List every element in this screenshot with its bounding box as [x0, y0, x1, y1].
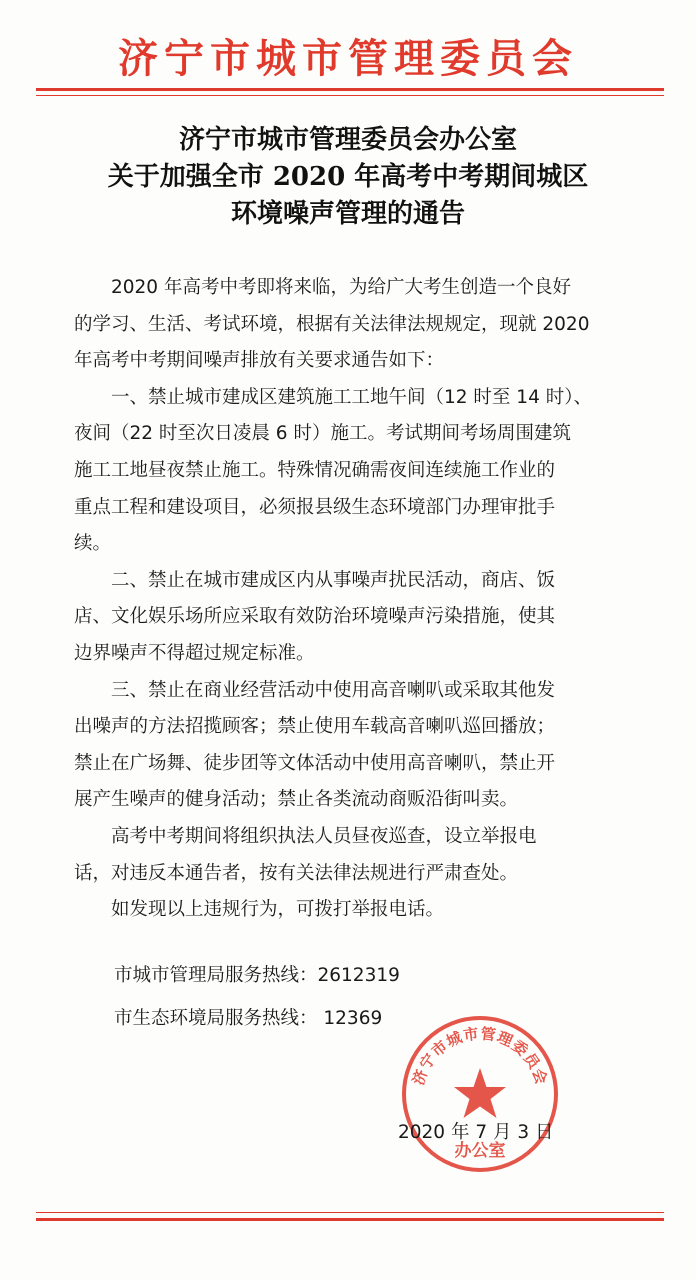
body-line: 三、禁止在商业经营活动中使用高音喇叭或采取其他发	[111, 679, 556, 701]
official-seal-stamp	[398, 1012, 562, 1176]
body-line: 一、禁止城市建成区建筑施工工地午间（12 时至 14 时）、	[111, 386, 592, 408]
body-line: 如发现以上违规行为，可拨打举报电话。	[111, 899, 445, 921]
issue-date: 2020 年 7 月 3 日	[398, 1122, 554, 1143]
body-line: 二、禁止在城市建成区内从事噪声扰民活动，商店、饭	[111, 569, 556, 591]
letterhead: 济宁市城市管理委员会	[118, 35, 578, 82]
body-line: 年高考中考期间噪声排放有关要求通告如下：	[74, 350, 445, 372]
seal-ring-text: 济宁市城市管理委员会	[409, 1024, 551, 1088]
seal-bottom-text: 办公室	[454, 1141, 506, 1161]
body-line: 重点工程和建设项目，必须报县级生态环境部门办理审批手	[74, 496, 556, 518]
body-line: 展产生噪声的健身活动；禁止各类流动商贩沿街叫卖。	[74, 789, 519, 811]
notice-body	[74, 270, 630, 929]
body-line: 禁止在广场舞、徒步团等文体活动中使用高音喇叭，禁止开	[74, 752, 556, 774]
body-line: 夜间（22 时至次日凌晨 6 时）施工。考试期间考场周围建筑	[74, 423, 571, 445]
body-line: 边界噪声不得超过规定标准。	[74, 642, 315, 664]
footer-rule-thin	[36, 1212, 664, 1213]
body-line: 续。	[74, 533, 112, 555]
hotline-city-management: 市城市管理局服务热线：2612319	[114, 965, 400, 986]
footer-rule-thick	[36, 1218, 664, 1221]
notice-title	[40, 122, 656, 233]
title-line-3: 环境噪声管理的通告	[230, 199, 465, 229]
body-line: 施工工地昼夜禁止施工。特殊情况确需夜间连续施工作业的	[74, 459, 556, 481]
body-line: 的学习、生活、考试环境，根据有关法律法规规定，现就 2020	[74, 313, 590, 335]
body-line: 店、文化娱乐场所应采取有效防治环境噪声污染措施，使其	[74, 606, 556, 628]
body-line: 高考中考期间将组织执法人员昼夜巡查，设立举报电	[111, 825, 537, 847]
seal-star-icon	[454, 1068, 506, 1118]
title-line-2: 关于加强全市 2020 年高考中考期间城区	[107, 162, 589, 192]
body-line: 出噪声的方法招揽顾客；禁止使用车载高音喇叭巡回播放；	[74, 716, 556, 738]
body-line: 2020 年高考中考即将来临，为给广大考生创造一个良好	[111, 277, 571, 298]
hotline-ecology-environment: 市生态环境局服务热线： 12369	[114, 1008, 383, 1029]
letterhead-rule-thin	[36, 95, 664, 96]
letterhead-rule-thick	[36, 88, 664, 91]
title-line-1: 济宁市城市管理委员会办公室	[178, 125, 517, 155]
body-line: 话，对违反本通告者，按有关法律法规进行严肃查处。	[74, 862, 519, 884]
